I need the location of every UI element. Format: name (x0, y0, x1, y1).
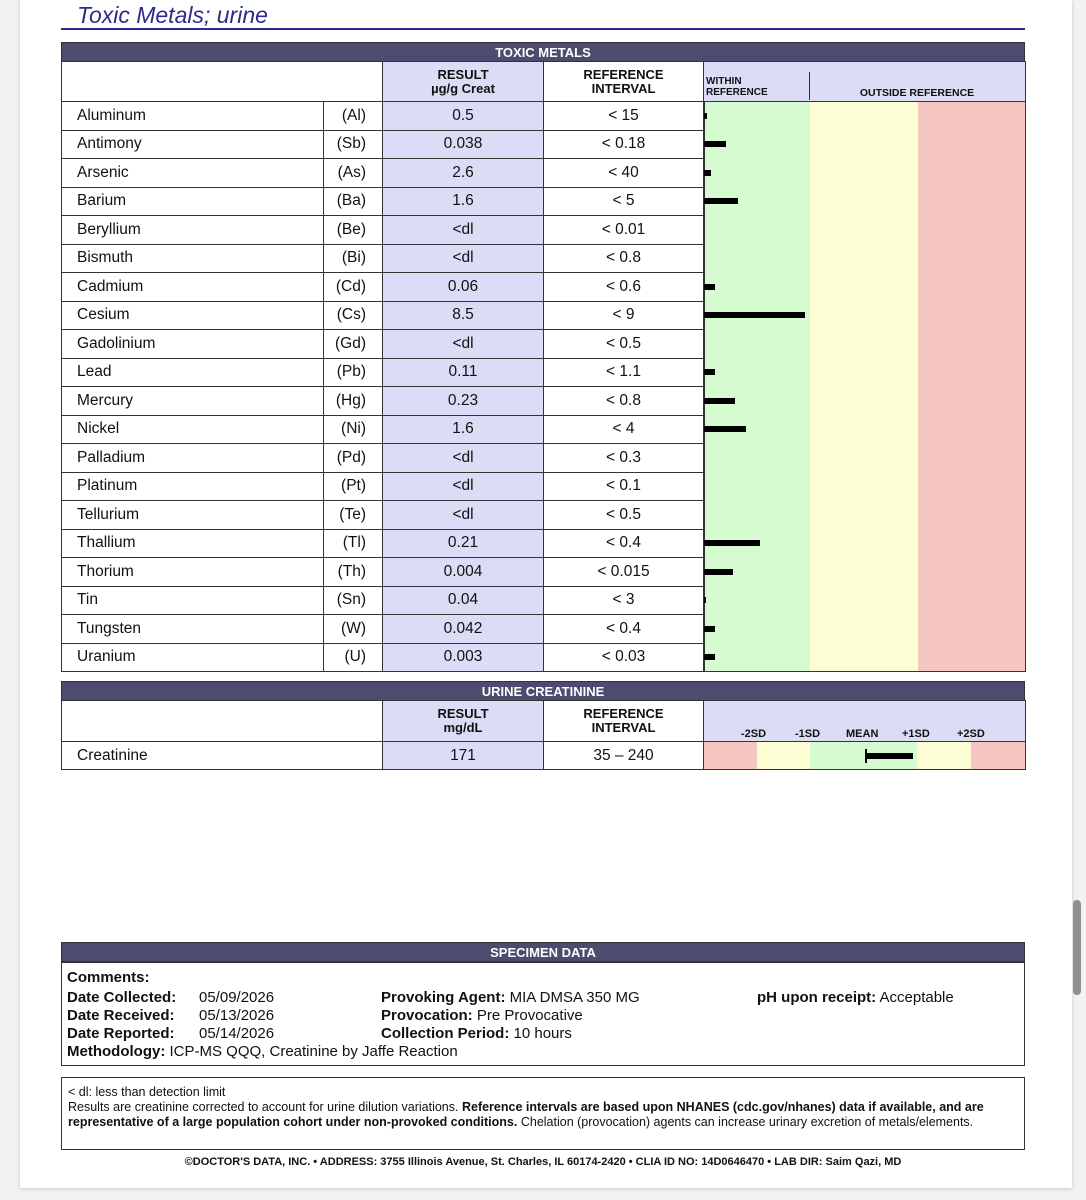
element-reference: < 15 (544, 102, 704, 131)
outside-reference-zone-1 (810, 558, 918, 587)
outside-reference-zone-1 (810, 501, 918, 530)
within-reference-zone (704, 273, 810, 302)
creatinine-result-label: RESULT (437, 706, 489, 721)
creatinine-reference: 35 – 240 (544, 742, 704, 770)
element-reference: < 0.015 (544, 558, 704, 587)
provoking-agent-value: MIA DMSA 350 MG (509, 989, 640, 1006)
element-name: Thorium (62, 558, 324, 587)
result-bar (704, 540, 760, 546)
zone-baseline (704, 216, 705, 245)
element-result: 0.042 (383, 615, 544, 644)
reference-zone-graph (704, 187, 1026, 216)
element-name: Tin (62, 586, 324, 615)
result-bar (704, 426, 746, 432)
element-symbol: (Ba) (324, 187, 383, 216)
date-collected-row (67, 989, 176, 1006)
lab-footer: ©DOCTOR'S DATA, INC. • ADDRESS: 3755 Illinois Avenue, St. Charles, IL 60174-2420 • CLIA ID NO: 14D0646470 • LAB DIR: Saim Qazi, MD (184, 1156, 902, 1168)
creatinine-sd-bar (865, 753, 913, 759)
sd-zone-plus1 (917, 742, 971, 769)
within-reference-zone (704, 643, 810, 671)
ph-row (757, 989, 954, 1006)
ph-label: pH upon receipt: (757, 989, 877, 1006)
within-reference-zone (704, 159, 810, 188)
element-result: <dl (383, 444, 544, 473)
within-reference-zone (704, 472, 810, 501)
result-header-unit: µg/g Creat (431, 80, 495, 96)
element-reference: < 0.03 (544, 643, 704, 672)
element-reference: < 0.5 (544, 501, 704, 530)
reference-zone-graph (704, 444, 1026, 473)
collection-period-row (381, 1025, 572, 1042)
element-result: 0.004 (383, 558, 544, 587)
element-name: Tellurium (62, 501, 324, 530)
element-reference: < 0.5 (544, 330, 704, 359)
element-reference: < 0.4 (544, 615, 704, 644)
toxic-metals-header: TOXIC METALS (61, 42, 1025, 62)
within-reference-zone (704, 102, 810, 130)
element-symbol: (Be) (324, 216, 383, 245)
element-symbol: (As) (324, 159, 383, 188)
element-name: Cadmium (62, 273, 324, 302)
reference-zone-graph (704, 586, 1026, 615)
result-bar (704, 398, 735, 404)
element-reference: < 0.18 (544, 130, 704, 159)
within-reference-zone (704, 330, 810, 359)
element-symbol: (Gd) (324, 330, 383, 359)
date-reported-value: 05/14/2026 (199, 1025, 275, 1042)
reference-zone-graph (704, 615, 1026, 644)
outside-reference-zone-1 (810, 444, 918, 473)
result-bar (704, 170, 711, 176)
result-bar (704, 654, 715, 660)
reference-zone-graph (704, 643, 1026, 672)
table-row (62, 301, 1026, 330)
table-row (62, 273, 1026, 302)
element-reference: < 3 (544, 586, 704, 615)
date-collected-label: Date Collected: (67, 989, 177, 1006)
outside-reference-zone-2 (918, 330, 1025, 359)
result-header-label: RESULT (437, 66, 489, 82)
creatinine-name: Creatinine (62, 742, 383, 770)
reference-zone-graph (704, 244, 1026, 273)
creatinine-table (61, 700, 1026, 770)
element-reference: < 0.8 (544, 244, 704, 273)
outside-reference-zone-1 (810, 159, 918, 188)
reference-header-sub: INTERVAL (591, 80, 656, 96)
within-label-line1: WITHIN (706, 76, 742, 87)
within-label-line2: REFERENCE (706, 87, 768, 98)
sd-zone-plus2 (971, 742, 1025, 769)
reference-header-label: REFERENCE (583, 66, 664, 82)
note-chelation: Chelation (provocation) agents can increase urinary excretion of metals/elements. (520, 1115, 974, 1129)
element-result: 0.23 (383, 387, 544, 416)
element-symbol: (Bi) (324, 244, 383, 273)
reference-zone-graph (704, 358, 1026, 387)
element-name: Antimony (62, 130, 324, 159)
element-name: Mercury (62, 387, 324, 416)
outside-reference-zone-2 (918, 273, 1025, 302)
outside-reference-zone-2 (918, 501, 1025, 530)
note-reference-basis: Reference intervals are based upon NHANES (cdc.gov/nhanes) data if available, and are representative of a large population cohort under non-provoked conditions. (68, 1100, 984, 1129)
outside-reference-zone-1 (810, 387, 918, 416)
element-result: 1.6 (383, 415, 544, 444)
toxic-metals-table (61, 61, 1026, 672)
sd-label-plus1: +1SD (902, 728, 930, 740)
element-result: <dl (383, 216, 544, 245)
outside-reference-zone-1 (810, 472, 918, 501)
creatinine-result-unit: mg/dL (443, 720, 483, 735)
outside-reference-zone-2 (918, 615, 1025, 644)
table-row (62, 216, 1026, 245)
element-reference: < 40 (544, 159, 704, 188)
element-name: Platinum (62, 472, 324, 501)
creatinine-result-header (383, 701, 544, 742)
comments-label: Comments: (67, 969, 150, 986)
element-name: Lead (62, 358, 324, 387)
outside-reference-label: OUTSIDE REFERENCE (859, 87, 975, 99)
table-row (62, 615, 1026, 644)
outside-reference-zone-2 (918, 187, 1025, 216)
element-symbol: (Cd) (324, 273, 383, 302)
element-symbol: (Sn) (324, 586, 383, 615)
specimen-header: SPECIMEN DATA (61, 942, 1025, 962)
element-reference: < 0.01 (544, 216, 704, 245)
within-reference-zone (704, 615, 810, 644)
outside-reference-zone-2 (918, 415, 1025, 444)
element-result: 0.003 (383, 643, 544, 672)
outside-reference-zone-1 (810, 330, 918, 359)
result-bar (704, 369, 715, 375)
table-row (62, 330, 1026, 359)
element-reference: < 9 (544, 301, 704, 330)
outside-reference-zone-1 (810, 615, 918, 644)
page-title: Toxic Metals; urine (77, 2, 268, 28)
collection-period-value: 10 hours (513, 1025, 572, 1042)
outside-reference-zone-1 (810, 273, 918, 302)
outside-reference-zone-1 (810, 102, 918, 130)
reference-zone-graph (704, 130, 1026, 159)
outside-reference-zone-2 (918, 444, 1025, 473)
element-name: Gadolinium (62, 330, 324, 359)
within-reference-zone (704, 586, 810, 615)
name-header-blank (62, 62, 383, 102)
within-reference-label (706, 76, 768, 98)
table-row (62, 742, 1026, 770)
outside-reference-zone-2 (918, 130, 1025, 159)
provoking-agent-label: Provoking Agent: (381, 989, 506, 1006)
within-reference-zone (704, 358, 810, 387)
element-name: Aluminum (62, 102, 324, 131)
table-row (62, 586, 1026, 615)
creatinine-result: 171 (383, 742, 544, 770)
reference-zone-graph (704, 529, 1026, 558)
reference-zone-graph (704, 330, 1026, 359)
table-row (62, 187, 1026, 216)
element-result: 0.04 (383, 586, 544, 615)
zone-baseline (704, 244, 705, 273)
element-reference: < 0.4 (544, 529, 704, 558)
reference-zone-graph (704, 558, 1026, 587)
within-reference-zone (704, 216, 810, 245)
outside-reference-zone-1 (810, 301, 918, 330)
element-result: <dl (383, 330, 544, 359)
date-collected-value: 05/09/2026 (199, 989, 275, 1006)
date-received-row (67, 1007, 175, 1024)
interpretation-note (68, 1100, 1018, 1130)
date-reported-label: Date Reported: (67, 1025, 175, 1042)
note-creatinine-corrected: Results are creatinine corrected to account for urine dilution variations. (68, 1100, 459, 1114)
reference-zone-graph (704, 273, 1026, 302)
within-reference-zone (704, 444, 810, 473)
element-result: 0.21 (383, 529, 544, 558)
element-result: 1.6 (383, 187, 544, 216)
outside-reference-zone-2 (918, 244, 1025, 273)
title-rule (61, 28, 1025, 30)
element-symbol: (Tl) (324, 529, 383, 558)
creatinine-reference-sub: INTERVAL (591, 720, 656, 735)
sd-scale-header (704, 701, 1026, 742)
outside-reference-zone-1 (810, 529, 918, 558)
table-row (62, 529, 1026, 558)
ph-value: Acceptable (879, 989, 954, 1006)
provocation-row (381, 1007, 583, 1024)
element-name: Arsenic (62, 159, 324, 188)
provoking-agent-row (381, 989, 640, 1006)
outside-reference-zone-2 (918, 472, 1025, 501)
sd-zone-minus1 (757, 742, 810, 769)
zone-baseline (704, 330, 705, 359)
reference-zone-graph (704, 415, 1026, 444)
table-row (62, 102, 1026, 131)
element-symbol: (Sb) (324, 130, 383, 159)
element-result: 0.038 (383, 130, 544, 159)
methodology-row (67, 1043, 458, 1060)
zone-baseline (704, 501, 705, 530)
result-bar (704, 198, 738, 204)
creatinine-name-header-blank (62, 701, 383, 742)
result-bar (704, 569, 733, 575)
outside-reference-zone-2 (918, 216, 1025, 245)
outside-reference-zone-2 (918, 529, 1025, 558)
element-result: 8.5 (383, 301, 544, 330)
result-bar (704, 284, 715, 290)
table-row (62, 130, 1026, 159)
outside-reference-zone-2 (918, 159, 1025, 188)
outside-reference-zone-1 (810, 130, 918, 159)
reference-zone-graph (704, 387, 1026, 416)
result-bar (704, 597, 706, 603)
element-name: Beryllium (62, 216, 324, 245)
comments-row (67, 969, 150, 986)
element-name: Thallium (62, 529, 324, 558)
reference-zone-graph (704, 216, 1026, 245)
outside-reference-zone-1 (810, 187, 918, 216)
element-name: Cesium (62, 301, 324, 330)
within-reference-zone (704, 501, 810, 530)
element-symbol: (Cs) (324, 301, 383, 330)
result-bar (704, 312, 805, 318)
element-result: 0.5 (383, 102, 544, 131)
result-header (383, 62, 544, 102)
detection-limit-note: < dl: less than detection limit (68, 1085, 226, 1099)
outside-reference-zone-1 (810, 216, 918, 245)
outside-reference-zone-2 (918, 387, 1025, 416)
table-row (62, 558, 1026, 587)
creatinine-reference-header (544, 701, 704, 742)
reference-zone-graph (704, 501, 1026, 530)
creatinine-reference-label: REFERENCE (583, 706, 664, 721)
date-received-label: Date Received: (67, 1007, 175, 1024)
element-name: Tungsten (62, 615, 324, 644)
table-row (62, 358, 1026, 387)
collection-period-label: Collection Period: (381, 1025, 510, 1042)
table-row (62, 444, 1026, 473)
table-row (62, 415, 1026, 444)
sd-label-minus1: -1SD (795, 728, 821, 740)
element-symbol: (Ni) (324, 415, 383, 444)
outside-reference-zone-1 (810, 358, 918, 387)
table-row (62, 472, 1026, 501)
result-bar (704, 113, 707, 119)
element-symbol: (Pb) (324, 358, 383, 387)
creatinine-header: URINE CREATININE (61, 681, 1025, 701)
outside-reference-zone-2 (918, 301, 1025, 330)
creatinine-sd-graph (704, 742, 1026, 770)
table-row (62, 643, 1026, 672)
element-name: Barium (62, 187, 324, 216)
outside-reference-zone-2 (918, 358, 1025, 387)
element-name: Palladium (62, 444, 324, 473)
element-name: Nickel (62, 415, 324, 444)
element-reference: < 0.8 (544, 387, 704, 416)
element-result: 0.11 (383, 358, 544, 387)
outside-reference-zone-1 (810, 244, 918, 273)
element-symbol: (Pd) (324, 444, 383, 473)
result-bar (704, 141, 726, 147)
table-row (62, 159, 1026, 188)
sd-zone-minus2 (704, 742, 757, 769)
result-bar (704, 626, 715, 632)
table-row (62, 501, 1026, 530)
element-reference: < 4 (544, 415, 704, 444)
element-symbol: (Th) (324, 558, 383, 587)
element-reference: < 0.3 (544, 444, 704, 473)
element-symbol: (Al) (324, 102, 383, 131)
notes-box (61, 1077, 1025, 1150)
provocation-value: Pre Provocative (476, 1007, 583, 1024)
reference-header (544, 62, 704, 102)
scrollbar-thumb[interactable] (1073, 900, 1081, 995)
element-name: Bismuth (62, 244, 324, 273)
element-result: <dl (383, 244, 544, 273)
element-symbol: (W) (324, 615, 383, 644)
outside-reference-zone-2 (918, 586, 1025, 615)
provocation-label: Provocation: (381, 1007, 473, 1024)
element-result: <dl (383, 472, 544, 501)
element-symbol: (Hg) (324, 387, 383, 416)
reference-zone-header (704, 62, 1026, 102)
element-symbol: (Pt) (324, 472, 383, 501)
reference-zone-graph (704, 102, 1026, 131)
outside-reference-zone-2 (918, 643, 1025, 671)
within-reference-zone (704, 244, 810, 273)
sd-label-mean: MEAN (846, 728, 879, 740)
zone-baseline (704, 444, 705, 473)
element-reference: < 5 (544, 187, 704, 216)
element-reference: < 1.1 (544, 358, 704, 387)
specimen-data-box (61, 962, 1025, 1066)
outside-reference-zone-2 (918, 102, 1025, 130)
outside-reference-zone-1 (810, 586, 918, 615)
element-result: <dl (383, 501, 544, 530)
table-row (62, 387, 1026, 416)
element-name: Uranium (62, 643, 324, 672)
date-reported-row (67, 1025, 175, 1042)
methodology-value: ICP-MS QQQ, Creatinine by Jaffe Reaction (169, 1043, 458, 1060)
toxic-metals-rows (62, 102, 1026, 672)
zone-baseline (704, 472, 705, 501)
outside-reference-zone-1 (810, 643, 918, 671)
outside-reference-zone-2 (918, 558, 1025, 587)
element-result: 2.6 (383, 159, 544, 188)
element-reference: < 0.6 (544, 273, 704, 302)
outside-reference-zone-1 (810, 415, 918, 444)
element-reference: < 0.1 (544, 472, 704, 501)
element-result: 0.06 (383, 273, 544, 302)
table-row (62, 244, 1026, 273)
element-symbol: (U) (324, 643, 383, 672)
date-received-value: 05/13/2026 (199, 1007, 275, 1024)
element-symbol: (Te) (324, 501, 383, 530)
sd-label-minus2: -2SD (741, 728, 767, 740)
methodology-label: Methodology: (67, 1043, 166, 1060)
sd-label-plus2: +2SD (957, 728, 985, 740)
reference-zone-graph (704, 301, 1026, 330)
reference-zone-graph (704, 472, 1026, 501)
reference-zone-graph (704, 159, 1026, 188)
creatinine-mean-tick (865, 749, 867, 763)
